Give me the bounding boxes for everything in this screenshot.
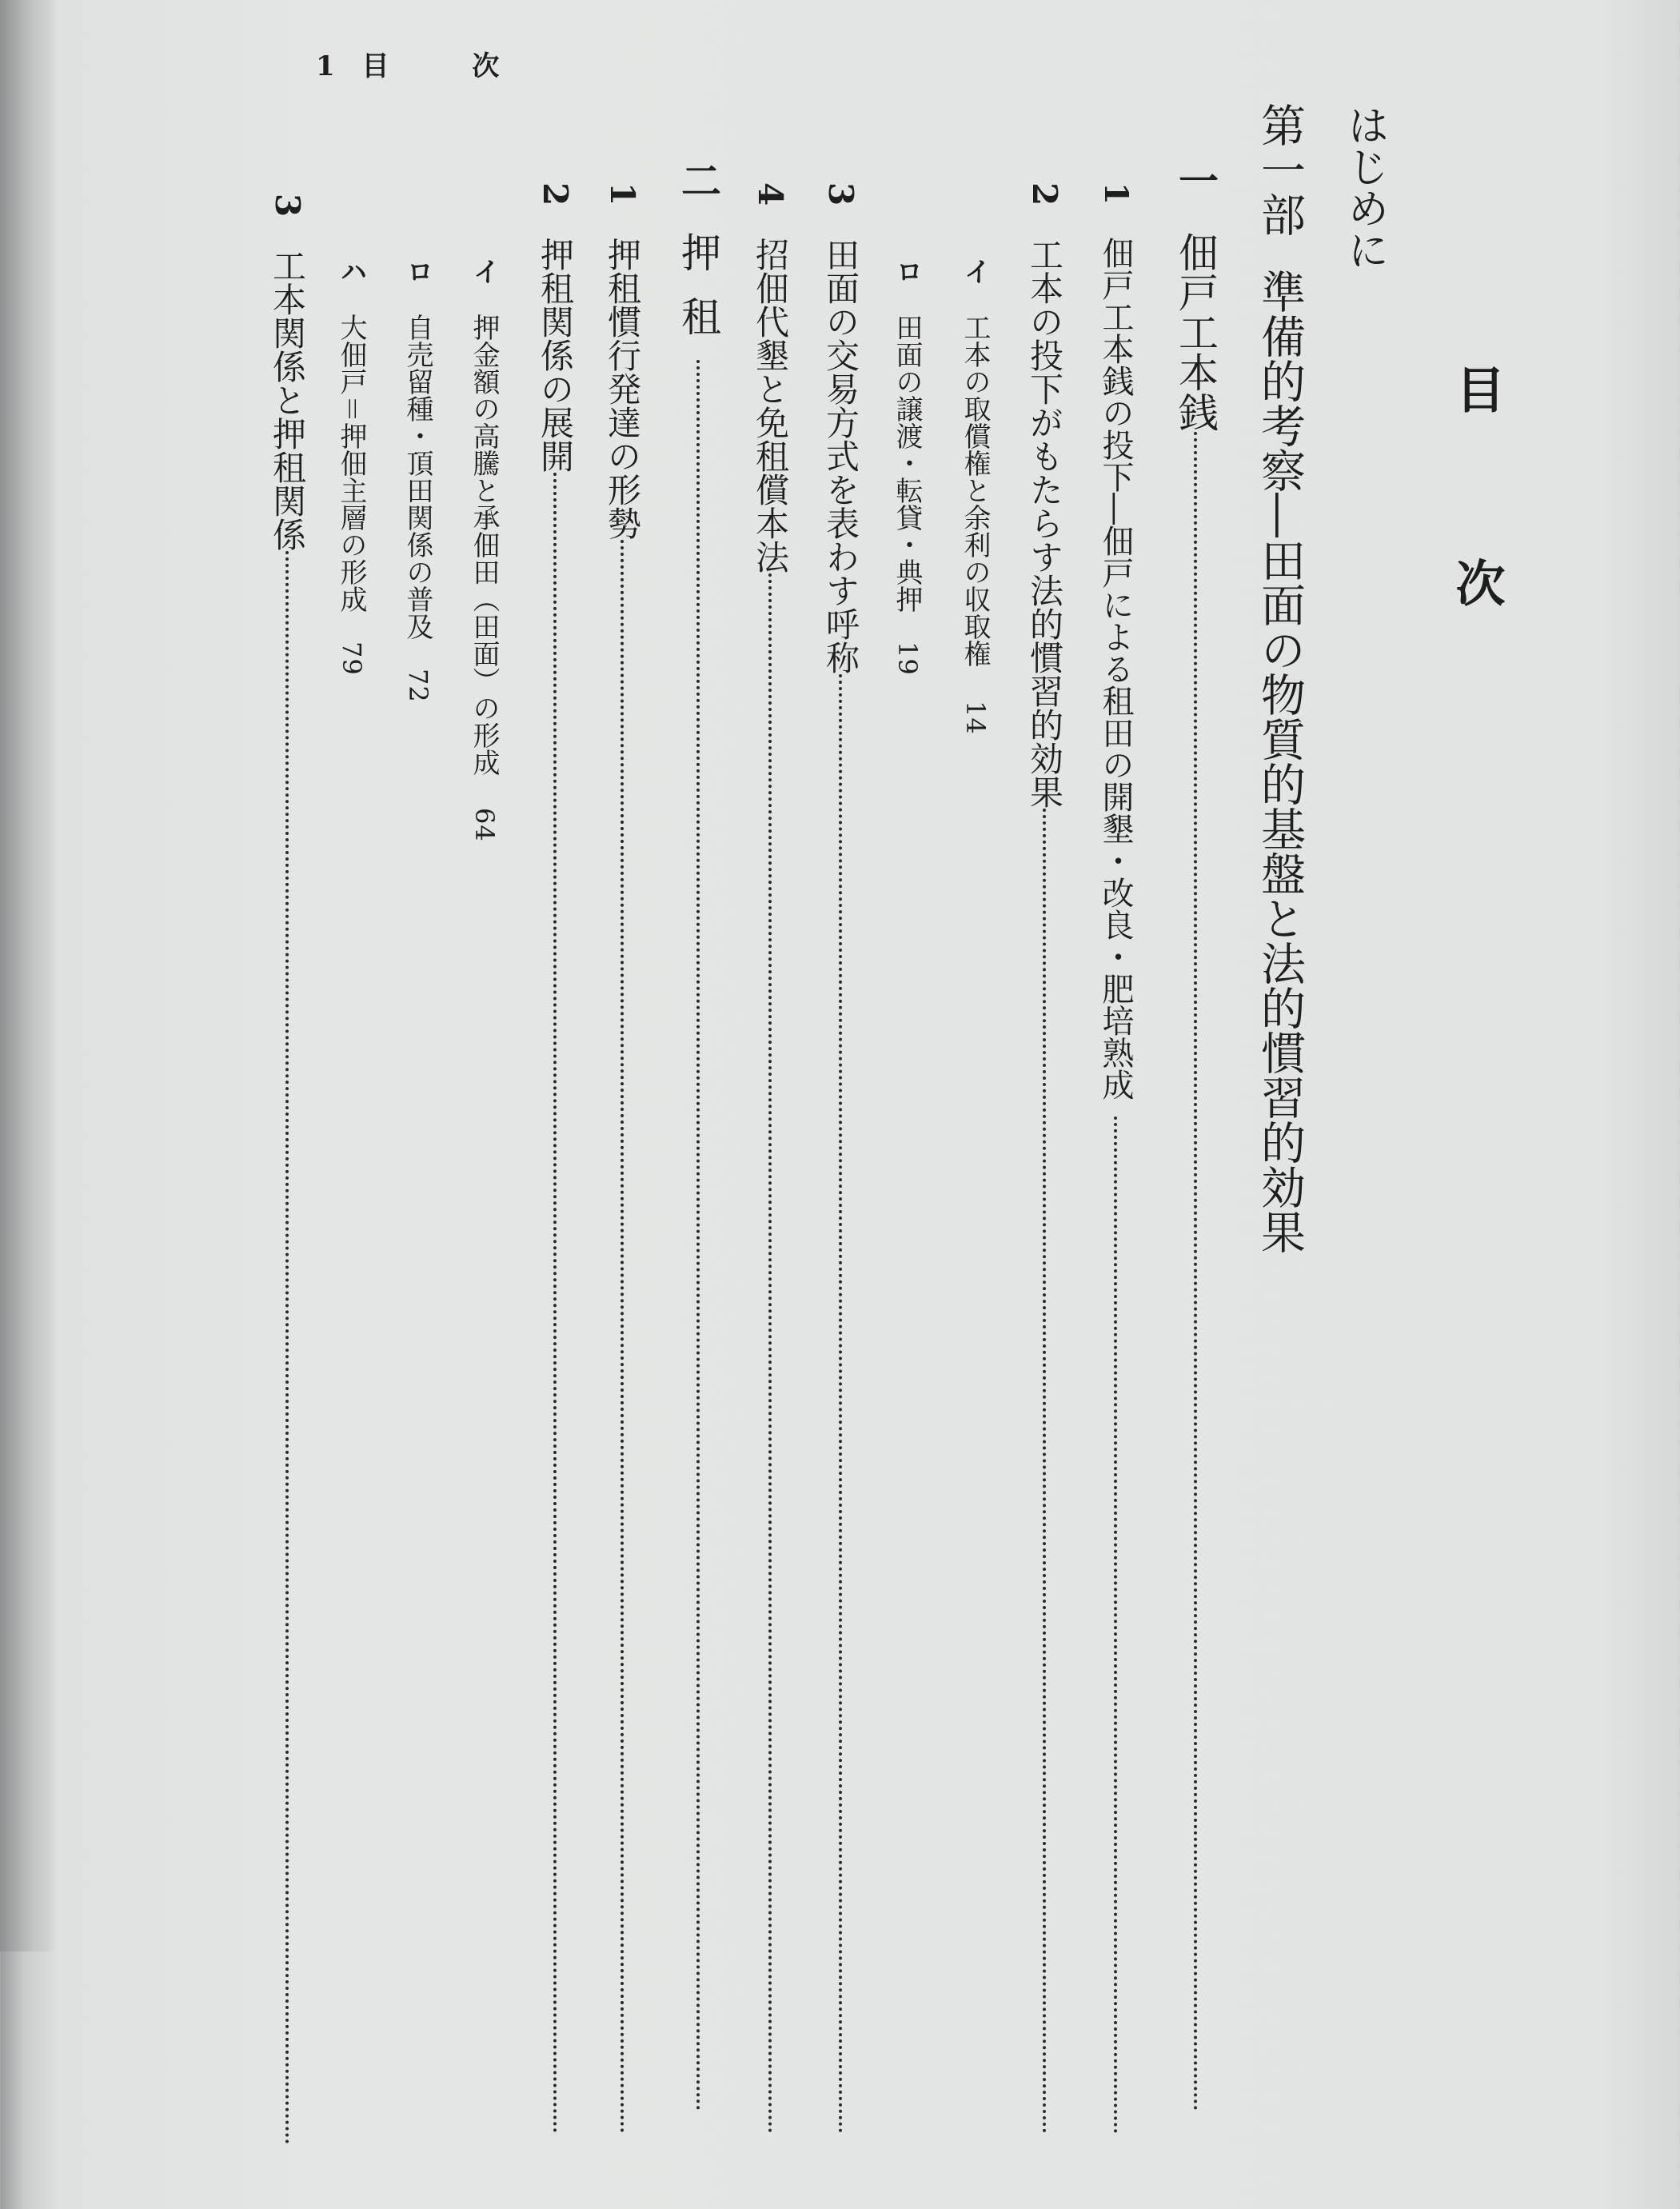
toc-entry-ch1[interactable] [1172,0,1219,1951]
toc-entry-ch2-1[interactable] [603,0,642,1951]
toc-number: ハ [335,258,367,285]
toc-leader [1114,1116,1117,2134]
toc-number: 2 [1025,182,1064,206]
toc-number: イ [959,258,991,285]
toc-entry-ch1-1[interactable] [1097,0,1135,1951]
toc-text: 押租 [675,232,721,360]
page-title: 目次 [1447,364,1506,751]
toc-number: 3 [821,182,860,206]
toc-number: 一 [1172,160,1219,200]
toc-number: 4 [751,182,790,206]
toc-number: ロ [401,258,433,285]
toc-leader [768,573,772,2134]
toc-text: 大佃戸＝押佃主層の形成 [335,314,367,613]
toc-page-number: 72 [403,669,433,703]
toc-leader [621,540,624,2134]
toc-leader [1194,432,1197,2111]
toc-number: 1 [1097,182,1135,205]
toc-text: はじめに [1340,104,1388,270]
toc-text: 工本関係と押租関係 [268,249,307,552]
toc-text: 田面の交易方式を表わす呼称 [821,238,860,675]
toc-text: 準備的考察―田面の物質的基盤と法的慣習的効果 [1254,269,1306,1254]
toc-text: 田面の譲渡・転貸・典押 [891,314,923,613]
toc-page-number: 64 [469,808,500,842]
toc-text: 佃戸工本銭の投下―佃戸による租田の開墾・改良・肥培熟成 [1097,236,1134,1101]
toc-entry-ch2-2-ha[interactable] [337,0,365,1951]
toc-text: 佃戸工本銭 [1172,232,1219,432]
toc-leader [553,473,557,2134]
toc-text: 工本の投下がもたらす法的慣習的効果 [1025,238,1064,809]
toc-text: 招佃代墾と免租償本法 [751,238,790,574]
toc-entry-ch1-4[interactable] [751,0,790,1951]
toc-number: 第一部 [1254,102,1306,237]
toc-page-number: 79 [337,641,367,676]
toc-entry-ch2-2-ro[interactable] [401,0,433,1951]
toc-text: 自売留種・頂田関係の普及 [401,314,433,640]
toc-entry-ch1-2-i[interactable] [959,0,991,1951]
toc-leader [1043,809,1046,2134]
toc-entry-ch2[interactable] [675,0,722,1951]
toc-entry-ch1-3[interactable] [821,0,860,1951]
toc-entry-ch2-3[interactable] [268,0,307,1951]
toc-entry-ch1-2[interactable] [1025,0,1064,1951]
toc-number: ロ [891,258,923,285]
toc-page-number: 19 [892,641,923,676]
toc-entry-part1[interactable] [1254,0,1306,1951]
toc-number: イ [468,258,500,285]
toc-entry-ch1-2-ro[interactable] [891,0,923,1951]
toc-number: 2 [536,182,575,206]
toc-text: 押租関係の展開 [536,238,575,473]
toc-number: 1 [603,182,642,206]
toc-text: 押金額の高騰と承佃田（田面）の形成 [468,314,500,776]
toc-leader [696,360,700,2111]
toc-entry-hajimeni[interactable] [1340,0,1388,1951]
toc-number: 3 [268,194,307,218]
header-label-a: 目 [361,50,391,82]
toc-leader [285,551,289,2145]
toc-text: 工本の取償権と余利の収取権 [959,314,991,667]
toc-entry-ch2-2[interactable] [536,0,575,1951]
header-page-number: 1 [316,50,337,82]
toc-text: 押租慣行発達の形勢 [603,238,642,541]
toc-entry-ch2-2-i[interactable] [468,0,500,1951]
page-edge-shadow [0,0,56,1951]
toc-number: 二 [675,160,722,200]
toc-page-number: 14 [960,701,991,735]
header-label-b: 次 [472,50,501,82]
toc-leader [839,674,842,2134]
